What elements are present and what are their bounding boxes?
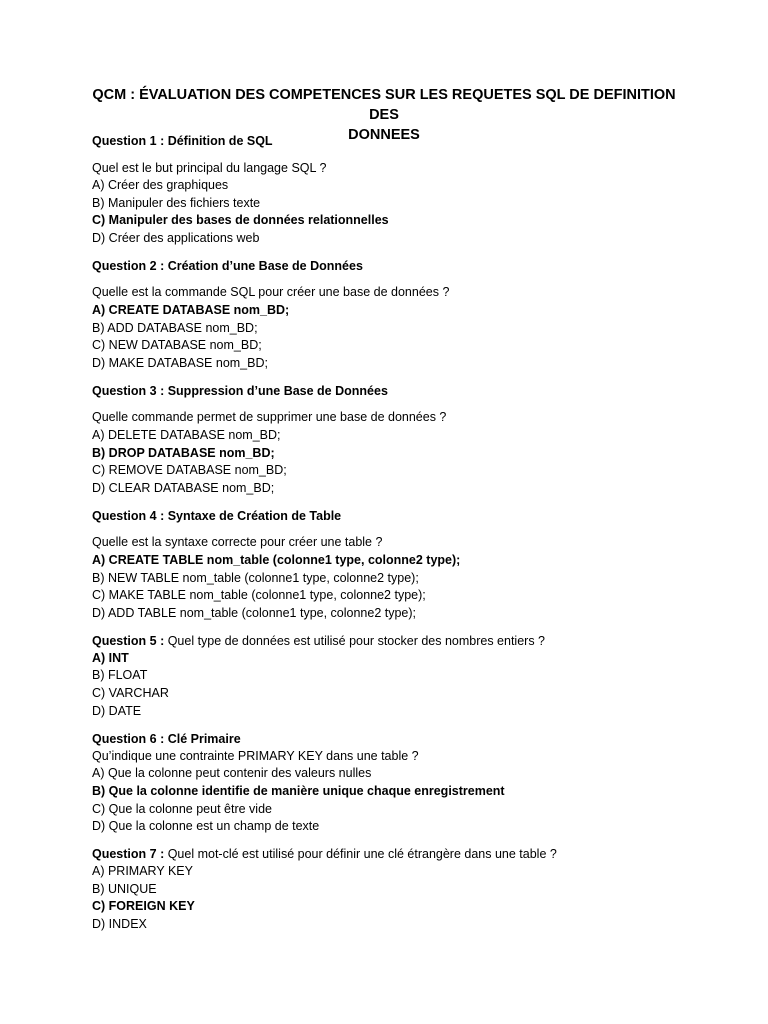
question-text: Qu’indique une contrainte PRIMARY KEY dans une table ? [92, 748, 419, 763]
question-label: Question 4 : [92, 508, 165, 523]
title-line-2: DONNEES [348, 127, 420, 143]
question-heading [92, 730, 692, 748]
question-text: Quel type de données est utilisé pour stocker des nombres entiers ? [164, 633, 546, 648]
answer-option-a: A) Créer des graphiques [92, 178, 229, 193]
question-label: Question 6 : [92, 731, 165, 746]
answer-option-a: A) Que la colonne peut contenir des valeurs nulles [92, 766, 372, 781]
answer-option-b: B) ADD DATABASE nom_BD; [92, 320, 258, 335]
answer-option-d: D) ADD TABLE nom_table (colonne1 type, colonne2 type); [92, 605, 417, 620]
answer-option-c-correct: C) Manipuler des bases de données relationnelles [92, 213, 389, 228]
answer-option-a-correct: A) CREATE TABLE nom_table (colonne1 type, colonne2 type); [92, 553, 461, 567]
question-topic: Clé Primaire [164, 731, 241, 746]
answer-option-a: A) PRIMARY KEY [92, 864, 193, 879]
answer-option-d: D) CLEAR DATABASE nom_BD; [92, 480, 275, 495]
answer-option-c: C) MAKE TABLE nom_table (colonne1 type, colonne2 type); [92, 588, 426, 603]
answer-option-a: A) DELETE DATABASE nom_BD; [92, 428, 281, 443]
answer-option-b: B) UNIQUE [92, 881, 157, 896]
answer-option-c: C) Que la colonne peut être vide [92, 801, 272, 816]
answer-option-b: B) FLOAT [92, 668, 148, 683]
question-label: Question 5 : [92, 633, 165, 648]
answer-option-a-correct: A) CREATE DATABASE nom_BD; [92, 303, 290, 318]
question-label: Question 1 : [92, 134, 165, 148]
answer-option-c: C) VARCHAR [92, 686, 169, 701]
question-topic: Création d’une Base de Données [164, 258, 363, 273]
question-heading [92, 132, 692, 150]
question-heading [92, 382, 692, 400]
question-text: Quelle est la syntaxe correcte pour créer une table ? [92, 535, 383, 550]
question-1 [92, 132, 692, 247]
title-line-1: QCM : ÉVALUATION DES COMPETENCES SUR LES REQUETES SQL DE DEFINITION DES [92, 87, 676, 123]
answer-option-d: D) INDEX [92, 917, 147, 931]
question-text: Quel est le but principal du langage SQL ? [92, 160, 327, 175]
question-label: Question 2 : [92, 258, 165, 273]
answer-option-b: B) Manipuler des fichiers texte [92, 195, 261, 210]
question-6 [92, 730, 692, 836]
question-list [92, 132, 692, 943]
question-topic: Suppression d’une Base de Données [164, 383, 388, 398]
answer-option-a-correct: A) INT [92, 650, 129, 665]
answer-option-c: C) NEW DATABASE nom_BD; [92, 338, 262, 353]
question-topic: Définition de SQL [164, 134, 273, 148]
answer-option-b: B) NEW TABLE nom_table (colonne1 type, colonne2 type); [92, 570, 419, 585]
question-text: Quelle est la commande SQL pour créer une base de données ? [92, 285, 450, 300]
question-topic: Syntaxe de Création de Table [164, 508, 342, 523]
answer-option-c-correct: C) FOREIGN KEY [92, 899, 195, 914]
question-text: Quelle commande permet de supprimer une base de données ? [92, 410, 447, 425]
question-label: Question 7 : [92, 847, 165, 862]
answer-option-d: D) DATE [92, 703, 142, 718]
question-4 [92, 507, 692, 622]
question-2 [92, 257, 692, 372]
question-7 [92, 845, 692, 933]
question-heading [92, 507, 692, 525]
question-heading [92, 845, 692, 863]
question-label: Question 3 : [92, 383, 165, 398]
question-heading [92, 632, 692, 650]
question-text: Quel mot-clé est utilisé pour définir une clé étrangère dans une table ? [164, 847, 557, 862]
answer-option-d: D) MAKE DATABASE nom_BD; [92, 355, 268, 370]
answer-option-d: D) Créer des applications web [92, 230, 260, 245]
answer-option-c: C) REMOVE DATABASE nom_BD; [92, 463, 287, 478]
answer-option-b-correct: B) DROP DATABASE nom_BD; [92, 445, 275, 460]
answer-option-d: D) Que la colonne est un champ de texte [92, 819, 320, 834]
question-3 [92, 382, 692, 497]
question-5 [92, 632, 692, 720]
answer-option-b-correct: B) Que la colonne identifie de manière unique chaque enregistrement [92, 783, 505, 798]
question-heading [92, 257, 692, 275]
